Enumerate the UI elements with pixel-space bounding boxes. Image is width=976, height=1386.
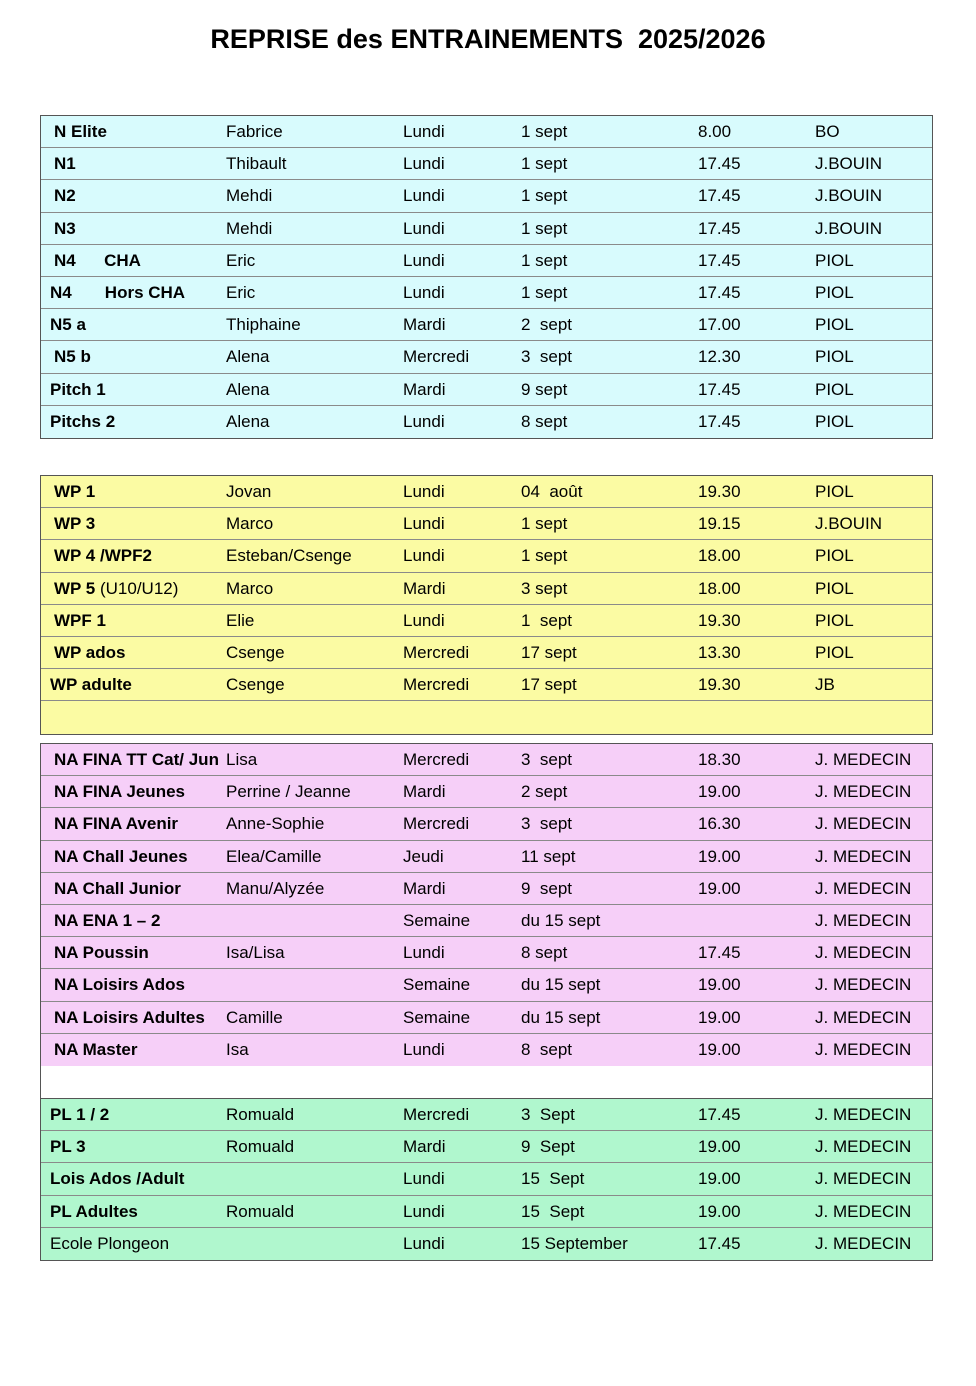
cell-group-label: N4 Hors CHA xyxy=(50,282,186,302)
table-row xyxy=(41,1196,932,1228)
cell-time: 17.45 xyxy=(698,250,741,270)
cell-day: Mercredi xyxy=(403,814,470,834)
cell-group xyxy=(54,154,76,174)
cell-place: J. MEDECIN xyxy=(815,782,912,802)
table-row xyxy=(41,1034,932,1066)
cell-place: J. MEDECIN xyxy=(815,1169,912,1189)
cell-coach: Csenge xyxy=(226,642,285,662)
cell-day: Mercredi xyxy=(403,642,470,662)
cell-group xyxy=(54,975,185,995)
cell-coach: Isa/Lisa xyxy=(226,943,285,963)
cell-group xyxy=(50,283,185,303)
table-row xyxy=(41,1163,932,1195)
cell-group-label: NA Chall Junior xyxy=(54,878,181,898)
cell-place: JB xyxy=(815,675,835,695)
cell-coach: Perrine / Jeanne xyxy=(226,782,351,802)
table-row xyxy=(41,341,932,373)
cell-group-label: NA FINA Jeunes xyxy=(54,782,185,802)
cell-group xyxy=(54,782,185,802)
cell-time: 17.45 xyxy=(698,154,741,174)
cell-group xyxy=(54,814,178,834)
cell-day: Lundi xyxy=(403,154,445,174)
cell-group xyxy=(54,911,160,931)
schedule-table-natation-course xyxy=(40,115,933,439)
cell-time: 18.00 xyxy=(698,578,741,598)
cell-date: 1 sept xyxy=(521,610,573,630)
cell-place: PIOL xyxy=(815,411,854,431)
cell-group-label: PL Adultes xyxy=(50,1201,138,1221)
cell-time: 19.00 xyxy=(698,782,741,802)
cell-place: PIOL xyxy=(815,347,854,367)
cell-date: 1 sept xyxy=(521,514,568,534)
cell-group xyxy=(50,1105,109,1125)
cell-coach: Csenge xyxy=(226,675,285,695)
cell-date: 11 sept xyxy=(521,846,576,866)
cell-coach: Alena xyxy=(226,347,270,367)
cell-group-label: Pitchs 2 xyxy=(50,411,116,431)
cell-date: du 15 sept xyxy=(521,975,601,995)
cell-time: 17.45 xyxy=(698,411,741,431)
cell-group xyxy=(54,251,141,271)
cell-place: J. MEDECIN xyxy=(815,846,912,866)
cell-group xyxy=(54,482,95,502)
separator-row xyxy=(40,1066,933,1098)
cell-day: Lundi xyxy=(403,482,445,501)
cell-time: 18.30 xyxy=(698,750,741,769)
cell-date: 1 sept xyxy=(521,122,568,141)
table-row xyxy=(41,508,932,540)
table-row xyxy=(41,1131,932,1163)
cell-date: 15 Sept xyxy=(521,1169,585,1189)
cell-coach: Mehdi xyxy=(226,186,273,206)
cell-date: 9 Sept xyxy=(521,1137,575,1157)
cell-group xyxy=(54,546,152,566)
cell-coach: Thiphaine xyxy=(226,315,301,335)
cell-group-label: PL 3 xyxy=(50,1137,86,1157)
schedule-table-water-polo xyxy=(40,475,933,735)
cell-time: 17.45 xyxy=(698,379,741,399)
cell-coach: Romuald xyxy=(226,1201,295,1221)
cell-time: 13.30 xyxy=(698,642,741,662)
cell-date: du 15 sept xyxy=(521,1007,601,1027)
cell-coach: Lisa xyxy=(226,750,258,769)
cell-group-label: WP adulte xyxy=(50,675,132,695)
cell-day: Lundi xyxy=(403,943,445,963)
cell-day: Lundi xyxy=(403,1201,445,1221)
cell-place: PIOL xyxy=(815,379,854,399)
page-title: REPRISE des ENTRAINEMENTS 2025/2026 xyxy=(210,24,766,54)
cell-group xyxy=(50,675,132,695)
cell-group xyxy=(54,611,106,631)
cell-date: 04 août xyxy=(521,482,583,501)
cell-day: Mardi xyxy=(403,315,446,335)
cell-time: 17.45 xyxy=(698,186,741,206)
table-row xyxy=(41,374,932,406)
table-row xyxy=(41,573,932,605)
cell-time: 19.30 xyxy=(698,610,741,630)
cell-time: 16.30 xyxy=(698,814,741,834)
cell-time: 19.15 xyxy=(698,514,741,534)
cell-group xyxy=(54,879,181,899)
cell-place: J. MEDECIN xyxy=(815,1105,912,1124)
cell-group-label: NA FINA TT Cat/ Jun xyxy=(54,750,219,769)
cell-day: Lundi xyxy=(403,282,445,302)
cell-place: PIOL xyxy=(815,546,854,566)
cell-time: 19.00 xyxy=(698,878,741,898)
cell-date: 2 sept xyxy=(521,782,568,802)
cell-date: 1 sept xyxy=(521,282,568,302)
cell-coach: Marco xyxy=(226,578,274,598)
cell-group xyxy=(50,1234,169,1254)
cell-date: 3 sept xyxy=(521,578,568,598)
cell-day: Mercredi xyxy=(403,750,470,769)
cell-day: Mercredi xyxy=(403,1105,470,1124)
table-row xyxy=(41,937,932,969)
cell-time: 19.00 xyxy=(698,1169,741,1189)
cell-coach: Isa xyxy=(226,1039,249,1059)
cell-time: 19.30 xyxy=(698,675,741,695)
cell-group xyxy=(54,122,107,142)
cell-group xyxy=(54,1040,137,1060)
cell-coach: Thibault xyxy=(226,154,287,174)
cell-place: PIOL xyxy=(815,482,854,501)
cell-date: 8 sept xyxy=(521,943,568,963)
table-row xyxy=(41,148,932,180)
cell-group xyxy=(54,347,91,367)
cell-place: PIOL xyxy=(815,610,854,630)
cell-place: J. MEDECIN xyxy=(815,814,912,834)
cell-place: J. MEDECIN xyxy=(815,943,912,963)
cell-group xyxy=(50,412,115,432)
table-row xyxy=(41,873,932,905)
cell-date: 3 sept xyxy=(521,750,573,769)
cell-time: 19.00 xyxy=(698,846,741,866)
table-row xyxy=(41,406,932,438)
cell-date: 1 sept xyxy=(521,218,568,238)
cell-time: 19.00 xyxy=(698,1201,741,1221)
table-row xyxy=(41,309,932,341)
cell-group xyxy=(54,943,149,963)
cell-day: Lundi xyxy=(403,1039,445,1059)
cell-day: Semaine xyxy=(403,975,471,995)
cell-coach: Manu/Alyzée xyxy=(226,878,325,898)
cell-day: Mardi xyxy=(403,578,446,598)
table-row xyxy=(41,605,932,637)
cell-day: Mardi xyxy=(403,1137,446,1157)
cell-coach: Mehdi xyxy=(226,218,273,238)
cell-coach: Romuald xyxy=(226,1137,295,1157)
table-row xyxy=(41,744,932,776)
table-row xyxy=(41,1228,932,1260)
cell-date: 8 sept xyxy=(521,411,568,431)
cell-coach: Elie xyxy=(226,610,255,630)
cell-day: Lundi xyxy=(403,186,445,206)
cell-day: Jeudi xyxy=(403,846,444,866)
cell-group-label: WP 1 xyxy=(54,482,96,501)
cell-coach: Marco xyxy=(226,514,274,534)
cell-day: Mardi xyxy=(403,379,446,399)
cell-group-label: N Elite xyxy=(54,122,107,141)
cell-time: 12.30 xyxy=(698,347,741,367)
cell-group-label: N2 xyxy=(54,186,76,206)
table-row xyxy=(41,776,932,808)
table-row xyxy=(41,245,932,277)
cell-time: 17.00 xyxy=(698,315,741,335)
cell-date: 15 September xyxy=(521,1233,628,1253)
cell-day: Mardi xyxy=(403,782,446,802)
cell-day: Lundi xyxy=(403,1169,445,1189)
cell-group-note: (U10/U12) xyxy=(95,578,179,598)
cell-day: Mercredi xyxy=(403,347,470,367)
cell-place: PIOL xyxy=(815,315,854,335)
cell-group-label: WPF 1 xyxy=(54,610,106,630)
cell-coach: Alena xyxy=(226,379,270,399)
cell-time: 17.45 xyxy=(698,943,741,963)
cell-group-label: WP 3 xyxy=(54,514,96,534)
cell-coach: Jovan xyxy=(226,482,272,501)
cell-group xyxy=(54,847,188,867)
cell-group-label: N1 xyxy=(54,154,76,174)
table-row xyxy=(41,1099,932,1131)
table-row xyxy=(41,701,932,733)
cell-date: 1 sept xyxy=(521,250,568,270)
cell-time: 19.00 xyxy=(698,1137,741,1157)
cell-coach: Camille xyxy=(226,1007,283,1027)
cell-place: J. MEDECIN xyxy=(815,975,912,995)
table-row xyxy=(41,669,932,701)
table-row xyxy=(41,476,932,508)
table-row xyxy=(41,1002,932,1034)
cell-place: J. MEDECIN xyxy=(815,1137,912,1157)
cell-group-label: NA FINA Avenir xyxy=(54,814,179,834)
cell-date: 15 Sept xyxy=(521,1201,585,1221)
cell-time: 17.45 xyxy=(698,218,741,238)
table-row xyxy=(41,540,932,572)
cell-place: J. MEDECIN xyxy=(815,1201,912,1221)
cell-group xyxy=(50,380,106,400)
table-row xyxy=(41,905,932,937)
cell-time: 8.00 xyxy=(698,122,732,141)
cell-group-label: N3 xyxy=(54,218,76,238)
cell-day: Lundi xyxy=(403,546,445,566)
table-row xyxy=(41,808,932,840)
cell-group xyxy=(54,186,76,206)
cell-date: 9 sept xyxy=(521,379,568,399)
table-row xyxy=(41,213,932,245)
cell-time: 19.00 xyxy=(698,1007,741,1027)
cell-date: 3 Sept xyxy=(521,1105,575,1124)
table-row xyxy=(41,116,932,148)
cell-group xyxy=(54,750,219,770)
cell-group xyxy=(50,1202,138,1222)
cell-day: Lundi xyxy=(403,514,445,534)
cell-day: Semaine xyxy=(403,910,471,930)
cell-group xyxy=(54,643,125,663)
cell-time: 19.00 xyxy=(698,975,741,995)
cell-place: J.BOUIN xyxy=(815,154,883,174)
cell-day: Semaine xyxy=(403,1007,471,1027)
cell-group-label: N4 CHA xyxy=(54,250,141,270)
cell-date: 1 sept xyxy=(521,186,568,206)
cell-day: Lundi xyxy=(403,610,445,630)
cell-place: J. MEDECIN xyxy=(815,1007,912,1027)
cell-day: Lundi xyxy=(403,411,445,431)
cell-group-label: WP 5 xyxy=(54,578,96,598)
table-row xyxy=(41,277,932,309)
cell-date: 1 sept xyxy=(521,546,568,566)
cell-group-label: NA Chall Jeunes xyxy=(54,846,188,866)
cell-date: 1 sept xyxy=(521,154,568,174)
cell-place: J. MEDECIN xyxy=(815,878,912,898)
cell-group-label: WP 4 /WPF2 xyxy=(54,546,152,566)
cell-place: PIOL xyxy=(815,578,854,598)
cell-coach: Anne-Sophie xyxy=(226,814,325,834)
cell-time: 17.45 xyxy=(698,282,741,302)
cell-place: PIOL xyxy=(815,642,854,662)
cell-day: Lundi xyxy=(403,122,445,141)
schedule-table-natation-artistique xyxy=(40,743,933,1067)
cell-place: J. MEDECIN xyxy=(815,910,912,930)
cell-date: 17 sept xyxy=(521,642,577,662)
cell-place: PIOL xyxy=(815,250,854,270)
cell-day: Mardi xyxy=(403,878,446,898)
cell-group-label: NA Loisirs Ados xyxy=(54,975,185,995)
cell-group-label: Pitch 1 xyxy=(50,379,106,399)
cell-group-label: NA Loisirs Adultes xyxy=(54,1007,205,1027)
cell-group-label: NA Master xyxy=(54,1039,138,1059)
cell-time: 19.30 xyxy=(698,482,741,501)
cell-place: BO xyxy=(815,122,840,141)
cell-group-label: Lois Ados /Adult xyxy=(50,1169,185,1189)
cell-day: Lundi xyxy=(403,218,445,238)
cell-group xyxy=(54,1008,205,1028)
cell-coach: Eric xyxy=(226,282,256,302)
cell-place: J.BOUIN xyxy=(815,514,883,534)
cell-coach: Elea/Camille xyxy=(226,846,322,866)
cell-date: 3 sept xyxy=(521,814,573,834)
cell-group-label: PL 1 / 2 xyxy=(50,1105,110,1124)
cell-coach: Alena xyxy=(226,411,270,431)
cell-day: Mercredi xyxy=(403,675,470,695)
cell-time: 17.45 xyxy=(698,1233,741,1253)
table-row xyxy=(41,180,932,212)
cell-place: PIOL xyxy=(815,282,854,302)
cell-coach: Fabrice xyxy=(226,122,283,141)
cell-place: J.BOUIN xyxy=(815,218,883,238)
table-row xyxy=(41,637,932,669)
cell-date: 3 sept xyxy=(521,347,573,367)
cell-time: 17.45 xyxy=(698,1105,741,1124)
cell-group-label: NA ENA 1 – 2 xyxy=(54,910,161,930)
cell-date: 2 sept xyxy=(521,315,573,335)
cell-place: J. MEDECIN xyxy=(815,1039,912,1059)
cell-place: J. MEDECIN xyxy=(815,1233,912,1253)
cell-group-label: WP ados xyxy=(54,642,126,662)
table-row xyxy=(41,969,932,1001)
schedule-table-plongeon xyxy=(40,1098,933,1261)
cell-group-label: N5 b xyxy=(54,347,91,367)
cell-group-label: NA Poussin xyxy=(54,943,149,963)
cell-group xyxy=(50,1169,184,1189)
cell-date: du 15 sept xyxy=(521,910,601,930)
cell-coach: Esteban/Csenge xyxy=(226,546,352,566)
cell-group xyxy=(54,219,76,239)
cell-group-label: N5 a xyxy=(50,315,86,335)
cell-place: J. MEDECIN xyxy=(815,750,912,769)
cell-day: Lundi xyxy=(403,250,445,270)
table-row xyxy=(41,841,932,873)
cell-place: J.BOUIN xyxy=(815,186,883,206)
cell-time: 19.00 xyxy=(698,1039,741,1059)
cell-group xyxy=(54,514,95,534)
cell-group xyxy=(50,1137,86,1157)
cell-day: Lundi xyxy=(403,1233,445,1253)
cell-group xyxy=(54,579,178,599)
cell-coach: Eric xyxy=(226,250,256,270)
cell-date: 9 sept xyxy=(521,878,573,898)
cell-date: 8 sept xyxy=(521,1039,573,1059)
cell-group xyxy=(50,315,86,335)
cell-coach: Romuald xyxy=(226,1105,295,1124)
cell-date: 17 sept xyxy=(521,675,577,695)
cell-group-label: Ecole Plongeon xyxy=(50,1233,170,1253)
cell-time: 18.00 xyxy=(698,546,741,566)
